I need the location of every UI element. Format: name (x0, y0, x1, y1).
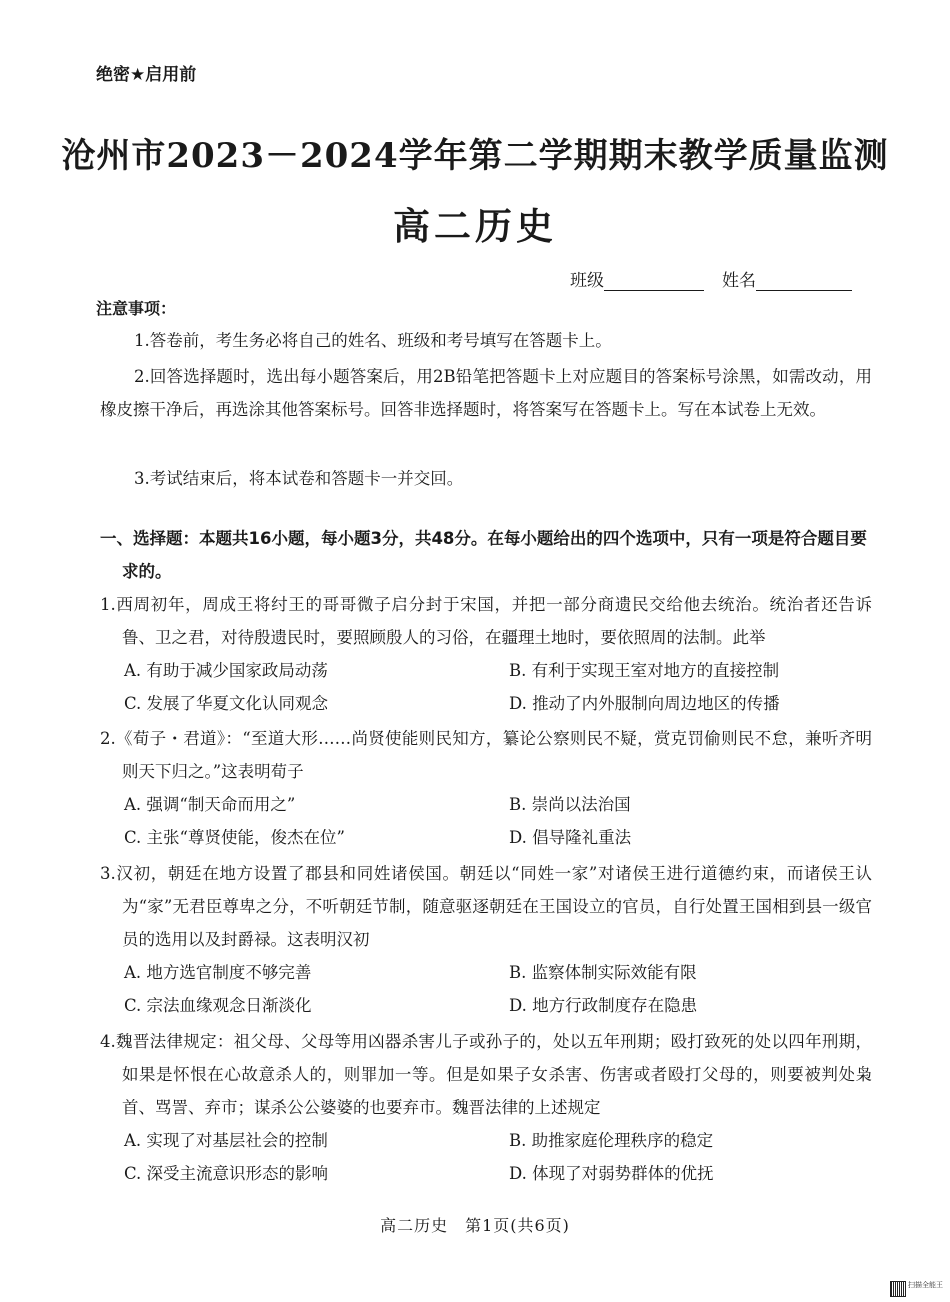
question-options (100, 1124, 872, 1190)
class-field (570, 266, 704, 291)
notice-item-3: 3.考试结束后，将本试卷和答题卡一并交回。 (134, 469, 464, 488)
question-4 (100, 1025, 872, 1190)
section-heading: 一、选择题：本题共16小题，每小题3分，共48分。在每小题给出的四个选项中，只有一项是符合题目要求的。 (100, 529, 867, 581)
option-a: A. 地方选官制度不够完善 (124, 963, 312, 982)
question-1 (100, 588, 872, 720)
option-a: A. 有助于减少国家政局动荡 (124, 661, 328, 680)
subject-title: 高二历史 (393, 204, 557, 248)
question-2 (100, 722, 872, 854)
option-c: C. 主张“尊贤使能，俊杰在位” (124, 828, 345, 847)
option-b: B. 有利于实现王室对地方的直接控制 (509, 661, 780, 680)
name-field (722, 266, 852, 291)
question-stem: 3.汉初，朝廷在地方设置了郡县和同姓诸侯国。朝廷以“同姓一家”对诸侯王进行道德约束，而诸侯王认为“家”无君臣尊卑之分，不听朝廷节制，随意驱逐朝廷在王国设立的官员，自行处置王国相到县一级官员的选用以及封爵禄。这表明汉初 (100, 864, 872, 949)
page-footer: 高二历史 第1页(共6页) (380, 1216, 570, 1235)
class-blank (604, 274, 704, 291)
option-c: C. 宗法血缘观念日渐淡化 (124, 996, 312, 1015)
option-a: A. 强调“制天命而用之” (124, 795, 296, 814)
option-b: B. 监察体制实际效能有限 (509, 963, 697, 982)
question-3 (100, 857, 872, 1022)
question-stem: 4.魏晋法律规定：祖父母、父母等用凶器杀害儿子或孙子的，处以五年刑期；殴打致死的处以四年刑期，如果是怀恨在心故意杀人的，则罪加一等。但是如果子女杀害、伤害或者殴打父母的，则要被判处枭首、骂詈、弃市；谋杀公公婆婆的也要弃市。魏晋法律的上述规定 (100, 1032, 872, 1117)
option-d: D. 倡导隆礼重法 (509, 828, 632, 847)
option-b: B. 助推家庭伦理秩序的稳定 (509, 1131, 714, 1150)
option-d: D. 体现了对弱势群体的优抚 (509, 1164, 714, 1183)
question-options (100, 956, 872, 1022)
class-label: 班级 (570, 271, 604, 291)
question-stem: 2.《荀子・君道》：“至道大形……尚贤使能则民知方，纂论公察则民不疑，赏克罚偷则民不怠，兼听齐明则天下归之。”这表明荀子 (100, 729, 872, 781)
secret-label: 绝密★启用前 (96, 65, 197, 85)
question-options (100, 788, 872, 854)
question-stem: 1.西周初年，周成王将纣王的哥哥微子启分封于宋国，并把一部分商遗民交给他去统治。统治者还告诉鲁、卫之君，对待殷遗民时，要照顾殷人的习俗，在疆理土地时，要依照周的法制。此举 (100, 595, 872, 647)
exam-title: 沧州市2023－2024学年第二学期期末教学质量监测 (61, 136, 889, 176)
name-blank (756, 274, 852, 291)
qr-code-icon (890, 1281, 906, 1297)
option-d: D. 地方行政制度存在隐患 (509, 996, 698, 1015)
scanner-watermark: 扫描全能王 (908, 1281, 943, 1289)
name-label: 姓名 (722, 271, 756, 291)
notice-item-2: 2.回答选择题时，选出每小题答案后，用2B铅笔把答题卡上对应题目的答案标号涂黑，如需改动，用橡皮擦干净后，再选涂其他答案标号。回答非选择题时，将答案写在答题卡上。写在本试卷上无效。 (100, 367, 872, 419)
student-info-fields (570, 266, 852, 291)
notice-item-1: 1.答卷前，考生务必将自己的姓名、班级和考号填写在答题卡上。 (134, 331, 612, 350)
option-b: B. 崇尚以法治国 (509, 795, 631, 814)
option-d: D. 推动了内外服制向周边地区的传播 (509, 694, 780, 713)
notice-title: 注意事项： (96, 299, 177, 318)
question-options (100, 654, 872, 720)
option-c: C. 深受主流意识形态的影响 (124, 1164, 329, 1183)
option-a: A. 实现了对基层社会的控制 (124, 1131, 328, 1150)
option-c: C. 发展了华夏文化认同观念 (124, 694, 329, 713)
